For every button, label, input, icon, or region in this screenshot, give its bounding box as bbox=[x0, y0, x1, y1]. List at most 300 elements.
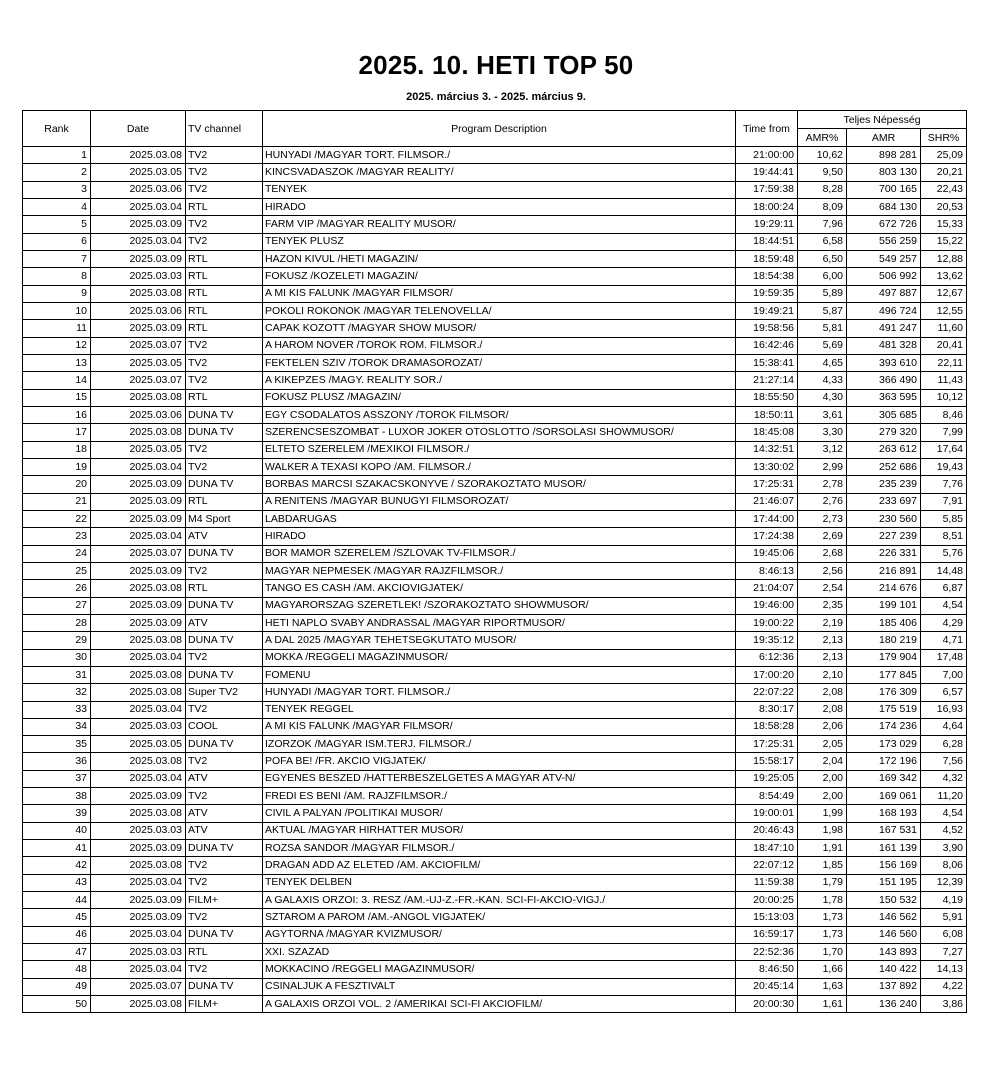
cell-amr: 174 236 bbox=[847, 718, 921, 735]
cell-shr: 16,93 bbox=[921, 701, 967, 718]
cell-program: A GALAXIS ORZOI VOL. 2 /AMERIKAI SCI-FI AKCIOFILM/ bbox=[263, 996, 736, 1013]
cell-date: 2025.03.06 bbox=[91, 181, 186, 198]
header-shr: SHR% bbox=[921, 129, 967, 147]
cell-channel: TV2 bbox=[186, 961, 263, 978]
cell-rank: 11 bbox=[23, 320, 91, 337]
table-row bbox=[23, 788, 967, 805]
cell-rank: 31 bbox=[23, 666, 91, 683]
cell-date: 2025.03.08 bbox=[91, 805, 186, 822]
cell-date: 2025.03.04 bbox=[91, 198, 186, 215]
cell-shr: 6,57 bbox=[921, 684, 967, 701]
cell-date: 2025.03.08 bbox=[91, 666, 186, 683]
cell-shr: 12,39 bbox=[921, 874, 967, 891]
cell-program: A MI KIS FALUNK /MAGYAR FILMSOR/ bbox=[263, 285, 736, 302]
cell-amr-pct: 1,98 bbox=[798, 822, 847, 839]
cell-amr: 230 560 bbox=[847, 510, 921, 527]
cell-rank: 17 bbox=[23, 424, 91, 441]
cell-rank: 43 bbox=[23, 874, 91, 891]
cell-amr-pct: 3,61 bbox=[798, 406, 847, 423]
cell-shr: 6,08 bbox=[921, 926, 967, 943]
cell-amr-pct: 2,00 bbox=[798, 770, 847, 787]
cell-shr: 13,62 bbox=[921, 268, 967, 285]
cell-amr: 179 904 bbox=[847, 649, 921, 666]
cell-amr: 363 595 bbox=[847, 389, 921, 406]
cell-amr-pct: 1,85 bbox=[798, 857, 847, 874]
cell-shr: 20,41 bbox=[921, 337, 967, 354]
cell-date: 2025.03.08 bbox=[91, 580, 186, 597]
table-header bbox=[23, 111, 967, 147]
cell-time: 21:00:00 bbox=[736, 147, 798, 164]
cell-amr: 151 195 bbox=[847, 874, 921, 891]
cell-channel: TV2 bbox=[186, 649, 263, 666]
cell-channel: DUNA TV bbox=[186, 545, 263, 562]
cell-channel: TV2 bbox=[186, 354, 263, 371]
table-row bbox=[23, 874, 967, 891]
cell-date: 2025.03.09 bbox=[91, 476, 186, 493]
cell-amr-pct: 1,73 bbox=[798, 909, 847, 926]
cell-time: 19:00:22 bbox=[736, 614, 798, 631]
cell-date: 2025.03.03 bbox=[91, 718, 186, 735]
cell-shr: 17,48 bbox=[921, 649, 967, 666]
cell-channel: TV2 bbox=[186, 181, 263, 198]
cell-rank: 42 bbox=[23, 857, 91, 874]
cell-shr: 7,91 bbox=[921, 493, 967, 510]
cell-time: 11:59:38 bbox=[736, 874, 798, 891]
cell-program: KINCSVADASZOK /MAGYAR REALITY/ bbox=[263, 164, 736, 181]
table-row bbox=[23, 250, 967, 267]
cell-program: FEKTELEN SZIV /TOROK DRAMASOROZAT/ bbox=[263, 354, 736, 371]
cell-time: 21:04:07 bbox=[736, 580, 798, 597]
cell-rank: 35 bbox=[23, 736, 91, 753]
cell-amr-pct: 1,99 bbox=[798, 805, 847, 822]
cell-channel: DUNA TV bbox=[186, 840, 263, 857]
cell-amr-pct: 2,78 bbox=[798, 476, 847, 493]
table-row bbox=[23, 701, 967, 718]
cell-rank: 14 bbox=[23, 372, 91, 389]
cell-program: EGY CSODALATOS ASSZONY /TOROK FILMSOR/ bbox=[263, 406, 736, 423]
cell-rank: 21 bbox=[23, 493, 91, 510]
cell-time: 22:07:12 bbox=[736, 857, 798, 874]
cell-date: 2025.03.03 bbox=[91, 268, 186, 285]
cell-channel: TV2 bbox=[186, 701, 263, 718]
cell-rank: 34 bbox=[23, 718, 91, 735]
cell-amr: 185 406 bbox=[847, 614, 921, 631]
header-group-population: Teljes Népesség bbox=[798, 111, 967, 129]
cell-shr: 19,43 bbox=[921, 458, 967, 475]
cell-program: HIRADO bbox=[263, 528, 736, 545]
cell-time: 19:00:01 bbox=[736, 805, 798, 822]
cell-channel: DUNA TV bbox=[186, 406, 263, 423]
cell-program: ROZSA SANDOR /MAGYAR FILMSOR./ bbox=[263, 840, 736, 857]
cell-amr: 175 519 bbox=[847, 701, 921, 718]
cell-amr: 156 169 bbox=[847, 857, 921, 874]
cell-time: 17:00:20 bbox=[736, 666, 798, 683]
cell-date: 2025.03.04 bbox=[91, 649, 186, 666]
cell-amr-pct: 1,70 bbox=[798, 944, 847, 961]
cell-date: 2025.03.07 bbox=[91, 978, 186, 995]
cell-program: LABDARUGAS bbox=[263, 510, 736, 527]
cell-program: HUNYADI /MAGYAR TORT. FILMSOR./ bbox=[263, 147, 736, 164]
cell-amr: 143 893 bbox=[847, 944, 921, 961]
table-row bbox=[23, 909, 967, 926]
top50-table bbox=[22, 110, 967, 1013]
cell-time: 20:00:30 bbox=[736, 996, 798, 1013]
cell-channel: RTL bbox=[186, 250, 263, 267]
cell-channel: M4 Sport bbox=[186, 510, 263, 527]
table-row bbox=[23, 580, 967, 597]
cell-shr: 17,64 bbox=[921, 441, 967, 458]
cell-amr-pct: 2,19 bbox=[798, 614, 847, 631]
cell-time: 19:46:00 bbox=[736, 597, 798, 614]
table-row bbox=[23, 389, 967, 406]
cell-amr-pct: 6,58 bbox=[798, 233, 847, 250]
cell-time: 18:00:24 bbox=[736, 198, 798, 215]
cell-channel: RTL bbox=[186, 493, 263, 510]
cell-time: 17:44:00 bbox=[736, 510, 798, 527]
cell-rank: 44 bbox=[23, 892, 91, 909]
table-row bbox=[23, 978, 967, 995]
cell-program: IZORZOK /MAGYAR ISM.TERJ. FILMSOR./ bbox=[263, 736, 736, 753]
table-row bbox=[23, 181, 967, 198]
table-row bbox=[23, 562, 967, 579]
cell-date: 2025.03.04 bbox=[91, 528, 186, 545]
table-row bbox=[23, 614, 967, 631]
table-row bbox=[23, 268, 967, 285]
cell-rank: 16 bbox=[23, 406, 91, 423]
cell-time: 16:42:46 bbox=[736, 337, 798, 354]
cell-time: 22:07:22 bbox=[736, 684, 798, 701]
table-row bbox=[23, 805, 967, 822]
cell-date: 2025.03.08 bbox=[91, 285, 186, 302]
cell-amr-pct: 10,62 bbox=[798, 147, 847, 164]
cell-amr-pct: 9,50 bbox=[798, 164, 847, 181]
cell-time: 8:54:49 bbox=[736, 788, 798, 805]
table-row bbox=[23, 632, 967, 649]
cell-date: 2025.03.09 bbox=[91, 909, 186, 926]
cell-amr-pct: 2,04 bbox=[798, 753, 847, 770]
cell-program: A RENITENS /MAGYAR BUNUGYI FILMSOROZAT/ bbox=[263, 493, 736, 510]
cell-time: 18:55:50 bbox=[736, 389, 798, 406]
cell-shr: 4,29 bbox=[921, 614, 967, 631]
cell-rank: 36 bbox=[23, 753, 91, 770]
table-row bbox=[23, 684, 967, 701]
cell-channel: RTL bbox=[186, 944, 263, 961]
cell-shr: 5,91 bbox=[921, 909, 967, 926]
cell-program: MAGYARORSZAG SZERETLEK! /SZORAKOZTATO SHOWMUSOR/ bbox=[263, 597, 736, 614]
cell-date: 2025.03.04 bbox=[91, 701, 186, 718]
cell-amr-pct: 1,66 bbox=[798, 961, 847, 978]
cell-channel: FILM+ bbox=[186, 996, 263, 1013]
cell-date: 2025.03.09 bbox=[91, 562, 186, 579]
cell-channel: FILM+ bbox=[186, 892, 263, 909]
cell-amr-pct: 2,05 bbox=[798, 736, 847, 753]
table-body bbox=[23, 147, 967, 1013]
cell-program: FOKUSZ /KOZELETI MAGAZIN/ bbox=[263, 268, 736, 285]
cell-program: TENYEK REGGEL bbox=[263, 701, 736, 718]
cell-time: 15:13:03 bbox=[736, 909, 798, 926]
cell-amr: 172 196 bbox=[847, 753, 921, 770]
table-row bbox=[23, 944, 967, 961]
cell-amr: 233 697 bbox=[847, 493, 921, 510]
cell-shr: 22,11 bbox=[921, 354, 967, 371]
cell-date: 2025.03.04 bbox=[91, 233, 186, 250]
table-row bbox=[23, 198, 967, 215]
report-date-range: 2025. március 3. - 2025. március 9. bbox=[406, 91, 586, 103]
cell-program: HAZON KIVUL /HETI MAGAZIN/ bbox=[263, 250, 736, 267]
table-row bbox=[23, 961, 967, 978]
cell-rank: 6 bbox=[23, 233, 91, 250]
cell-channel: RTL bbox=[186, 285, 263, 302]
cell-shr: 14,13 bbox=[921, 961, 967, 978]
cell-shr: 8,51 bbox=[921, 528, 967, 545]
cell-channel: DUNA TV bbox=[186, 424, 263, 441]
cell-channel: DUNA TV bbox=[186, 736, 263, 753]
cell-amr: 491 247 bbox=[847, 320, 921, 337]
cell-program: FOMENU bbox=[263, 666, 736, 683]
cell-time: 20:00:25 bbox=[736, 892, 798, 909]
table-row bbox=[23, 510, 967, 527]
cell-program: SZERENCSESZOMBAT - LUXOR JOKER OTOSLOTTO /SORSOLASI SHOWMUSOR/ bbox=[263, 424, 736, 441]
cell-rank: 20 bbox=[23, 476, 91, 493]
table-row bbox=[23, 216, 967, 233]
cell-channel: TV2 bbox=[186, 909, 263, 926]
header-date: Date bbox=[91, 111, 186, 147]
cell-date: 2025.03.09 bbox=[91, 597, 186, 614]
cell-amr: 672 726 bbox=[847, 216, 921, 233]
cell-channel: TV2 bbox=[186, 372, 263, 389]
cell-amr: 173 029 bbox=[847, 736, 921, 753]
cell-amr-pct: 1,63 bbox=[798, 978, 847, 995]
cell-date: 2025.03.09 bbox=[91, 892, 186, 909]
cell-amr-pct: 1,91 bbox=[798, 840, 847, 857]
table-row bbox=[23, 147, 967, 164]
cell-program: A HAROM NOVER /TOROK ROM. FILMSOR./ bbox=[263, 337, 736, 354]
header-amr: AMR bbox=[847, 129, 921, 147]
table-row bbox=[23, 597, 967, 614]
cell-amr: 803 130 bbox=[847, 164, 921, 181]
cell-shr: 4,54 bbox=[921, 597, 967, 614]
cell-amr-pct: 3,12 bbox=[798, 441, 847, 458]
cell-amr: 481 328 bbox=[847, 337, 921, 354]
cell-rank: 12 bbox=[23, 337, 91, 354]
cell-rank: 32 bbox=[23, 684, 91, 701]
cell-rank: 48 bbox=[23, 961, 91, 978]
cell-channel: TV2 bbox=[186, 337, 263, 354]
cell-amr-pct: 2,54 bbox=[798, 580, 847, 597]
cell-channel: TV2 bbox=[186, 216, 263, 233]
cell-amr-pct: 5,89 bbox=[798, 285, 847, 302]
cell-channel: TV2 bbox=[186, 562, 263, 579]
cell-shr: 4,71 bbox=[921, 632, 967, 649]
cell-shr: 7,56 bbox=[921, 753, 967, 770]
cell-shr: 4,22 bbox=[921, 978, 967, 995]
cell-amr: 506 992 bbox=[847, 268, 921, 285]
cell-amr: 199 101 bbox=[847, 597, 921, 614]
cell-time: 17:25:31 bbox=[736, 736, 798, 753]
cell-rank: 26 bbox=[23, 580, 91, 597]
table-row bbox=[23, 545, 967, 562]
cell-rank: 27 bbox=[23, 597, 91, 614]
cell-rank: 19 bbox=[23, 458, 91, 475]
table-row bbox=[23, 476, 967, 493]
cell-amr-pct: 2,69 bbox=[798, 528, 847, 545]
cell-program: CIVIL A PALYAN /POLITIKAI MUSOR/ bbox=[263, 805, 736, 822]
table-row bbox=[23, 233, 967, 250]
cell-amr: 497 887 bbox=[847, 285, 921, 302]
cell-time: 19:29:11 bbox=[736, 216, 798, 233]
cell-time: 19:45:06 bbox=[736, 545, 798, 562]
cell-time: 17:25:31 bbox=[736, 476, 798, 493]
cell-program: FARM VIP /MAGYAR REALITY MUSOR/ bbox=[263, 216, 736, 233]
cell-channel: RTL bbox=[186, 389, 263, 406]
cell-shr: 8,06 bbox=[921, 857, 967, 874]
cell-amr: 393 610 bbox=[847, 354, 921, 371]
cell-time: 19:59:35 bbox=[736, 285, 798, 302]
table-row bbox=[23, 372, 967, 389]
cell-amr: 146 560 bbox=[847, 926, 921, 943]
cell-amr-pct: 6,50 bbox=[798, 250, 847, 267]
cell-rank: 30 bbox=[23, 649, 91, 666]
table-row bbox=[23, 753, 967, 770]
header-rank: Rank bbox=[23, 111, 91, 147]
cell-program: XXI. SZAZAD bbox=[263, 944, 736, 961]
cell-amr: 684 130 bbox=[847, 198, 921, 215]
cell-amr-pct: 7,96 bbox=[798, 216, 847, 233]
cell-date: 2025.03.03 bbox=[91, 944, 186, 961]
cell-time: 18:59:48 bbox=[736, 250, 798, 267]
cell-rank: 39 bbox=[23, 805, 91, 822]
cell-channel: TV2 bbox=[186, 857, 263, 874]
cell-amr-pct: 2,99 bbox=[798, 458, 847, 475]
table-row bbox=[23, 649, 967, 666]
cell-program: AGYTORNA /MAGYAR KVIZMUSOR/ bbox=[263, 926, 736, 943]
cell-date: 2025.03.08 bbox=[91, 632, 186, 649]
cell-date: 2025.03.07 bbox=[91, 372, 186, 389]
cell-program: FOKUSZ PLUSZ /MAGAZIN/ bbox=[263, 389, 736, 406]
cell-amr-pct: 2,10 bbox=[798, 666, 847, 683]
table-row bbox=[23, 926, 967, 943]
table-row bbox=[23, 337, 967, 354]
cell-amr-pct: 2,13 bbox=[798, 632, 847, 649]
cell-channel: TV2 bbox=[186, 147, 263, 164]
cell-date: 2025.03.05 bbox=[91, 354, 186, 371]
cell-rank: 46 bbox=[23, 926, 91, 943]
cell-amr: 176 309 bbox=[847, 684, 921, 701]
cell-shr: 22,43 bbox=[921, 181, 967, 198]
cell-amr-pct: 5,81 bbox=[798, 320, 847, 337]
cell-channel: TV2 bbox=[186, 233, 263, 250]
table-row bbox=[23, 996, 967, 1013]
table-row bbox=[23, 822, 967, 839]
cell-amr: 180 219 bbox=[847, 632, 921, 649]
table-row bbox=[23, 666, 967, 683]
cell-shr: 10,12 bbox=[921, 389, 967, 406]
cell-date: 2025.03.06 bbox=[91, 302, 186, 319]
cell-date: 2025.03.05 bbox=[91, 164, 186, 181]
cell-rank: 7 bbox=[23, 250, 91, 267]
cell-rank: 28 bbox=[23, 614, 91, 631]
cell-amr-pct: 8,09 bbox=[798, 198, 847, 215]
cell-rank: 5 bbox=[23, 216, 91, 233]
cell-channel: TV2 bbox=[186, 788, 263, 805]
cell-rank: 1 bbox=[23, 147, 91, 164]
cell-rank: 9 bbox=[23, 285, 91, 302]
cell-channel: ATV bbox=[186, 805, 263, 822]
cell-date: 2025.03.03 bbox=[91, 822, 186, 839]
table-row bbox=[23, 164, 967, 181]
cell-amr-pct: 1,61 bbox=[798, 996, 847, 1013]
cell-program: POKOLI ROKONOK /MAGYAR TELENOVELLA/ bbox=[263, 302, 736, 319]
cell-amr-pct: 1,78 bbox=[798, 892, 847, 909]
cell-amr: 305 685 bbox=[847, 406, 921, 423]
cell-rank: 49 bbox=[23, 978, 91, 995]
cell-channel: DUNA TV bbox=[186, 666, 263, 683]
cell-date: 2025.03.09 bbox=[91, 250, 186, 267]
cell-rank: 47 bbox=[23, 944, 91, 961]
cell-date: 2025.03.04 bbox=[91, 770, 186, 787]
cell-rank: 2 bbox=[23, 164, 91, 181]
cell-program: MOKKA /REGGELI MAGAZINMUSOR/ bbox=[263, 649, 736, 666]
cell-time: 18:54:38 bbox=[736, 268, 798, 285]
cell-program: MAGYAR NEPMESEK /MAGYAR RAJZFILMSOR./ bbox=[263, 562, 736, 579]
cell-rank: 25 bbox=[23, 562, 91, 579]
cell-shr: 11,43 bbox=[921, 372, 967, 389]
cell-shr: 4,32 bbox=[921, 770, 967, 787]
cell-time: 15:38:41 bbox=[736, 354, 798, 371]
cell-date: 2025.03.09 bbox=[91, 493, 186, 510]
cell-date: 2025.03.09 bbox=[91, 510, 186, 527]
cell-rank: 37 bbox=[23, 770, 91, 787]
cell-date: 2025.03.08 bbox=[91, 424, 186, 441]
cell-rank: 38 bbox=[23, 788, 91, 805]
cell-shr: 4,19 bbox=[921, 892, 967, 909]
cell-program: BORBAS MARCSI SZAKACSKONYVE / SZORAKOZTATO MUSOR/ bbox=[263, 476, 736, 493]
cell-program: BOR MAMOR SZERELEM /SZLOVAK TV-FILMSOR./ bbox=[263, 545, 736, 562]
cell-amr-pct: 2,76 bbox=[798, 493, 847, 510]
cell-program: TENYEK PLUSZ bbox=[263, 233, 736, 250]
cell-date: 2025.03.09 bbox=[91, 216, 186, 233]
cell-shr: 6,87 bbox=[921, 580, 967, 597]
cell-time: 8:46:13 bbox=[736, 562, 798, 579]
cell-amr: 167 531 bbox=[847, 822, 921, 839]
cell-amr: 366 490 bbox=[847, 372, 921, 389]
table-row bbox=[23, 424, 967, 441]
cell-amr-pct: 2,56 bbox=[798, 562, 847, 579]
cell-program: TENYEK DELBEN bbox=[263, 874, 736, 891]
cell-time: 20:45:14 bbox=[736, 978, 798, 995]
cell-date: 2025.03.06 bbox=[91, 406, 186, 423]
cell-program: POFA BE! /FR. AKCIO VIGJATEK/ bbox=[263, 753, 736, 770]
cell-amr: 898 281 bbox=[847, 147, 921, 164]
cell-amr: 227 239 bbox=[847, 528, 921, 545]
cell-shr: 25,09 bbox=[921, 147, 967, 164]
cell-date: 2025.03.05 bbox=[91, 736, 186, 753]
cell-shr: 5,76 bbox=[921, 545, 967, 562]
cell-time: 19:35:12 bbox=[736, 632, 798, 649]
header-time: Time from bbox=[736, 111, 798, 147]
cell-shr: 15,22 bbox=[921, 233, 967, 250]
cell-amr: 146 562 bbox=[847, 909, 921, 926]
cell-amr-pct: 1,79 bbox=[798, 874, 847, 891]
cell-date: 2025.03.07 bbox=[91, 545, 186, 562]
cell-amr: 150 532 bbox=[847, 892, 921, 909]
cell-time: 21:46:07 bbox=[736, 493, 798, 510]
cell-channel: TV2 bbox=[186, 753, 263, 770]
cell-amr: 226 331 bbox=[847, 545, 921, 562]
cell-amr: 556 259 bbox=[847, 233, 921, 250]
table-row bbox=[23, 493, 967, 510]
cell-time: 15:58:17 bbox=[736, 753, 798, 770]
